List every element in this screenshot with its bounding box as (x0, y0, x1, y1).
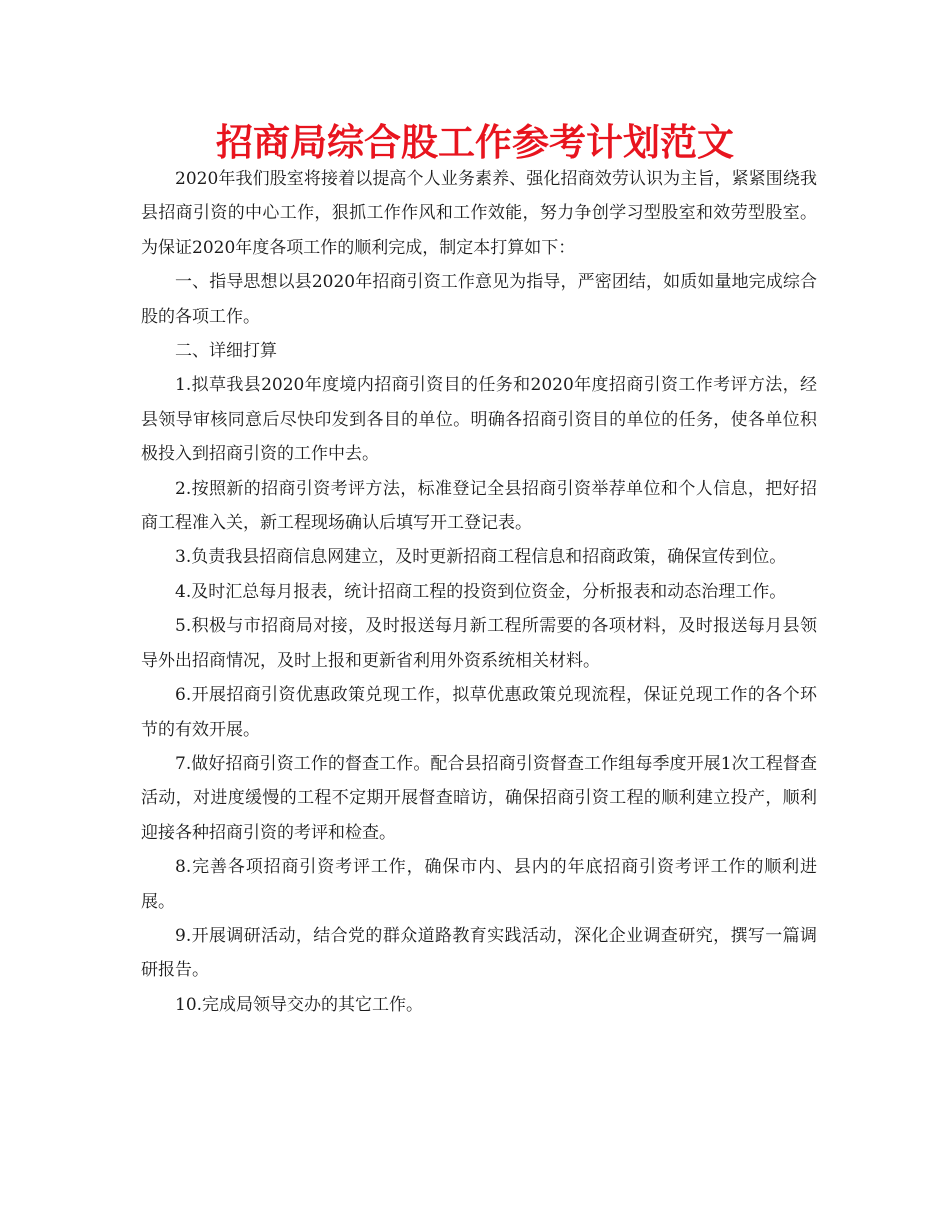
plan-item-7: 7.做好招商引资工作的督查工作。配合县招商引资督查工作组每季度开展1次工程督查活动，对进度缓慢的工程不定期开展督查暗访，确保招商引资工程的顺利建立投产，顺利迎接各种招商引资的考评和检查。 (141, 753, 817, 843)
plan-item-10: 10.完成局领导交办的其它工作。 (175, 994, 424, 1015)
plan-item-2: 2.按照新的招商引资考评方法，标准登记全县招商引资举荐单位和个人信息，把好招商工程准入关，新工程现场确认后填写开工登记表。 (141, 478, 817, 534)
paragraph-intro: 2020年我们股室将接着以提高个人业务素养、强化招商效劳认识为主旨，紧紧围绕我县招商引资的中心工作，狠抓工作作风和工作效能，努力争创学习型股室和效劳型股室。为保证2020年度各项工作的顺利完成，制定本打算如下： (141, 169, 817, 258)
plan-item-4: 4.及时汇总每月报表，统计招商工程的投资到位资金，分析报表和动态治理工作。 (175, 581, 787, 602)
paragraph-guiding-idea: 一、指导思想以县2020年招商引资工作意见为指导，严密团结，如质如量地完成综合股的各项工作。 (141, 272, 817, 327)
document-body (141, 162, 817, 1022)
plan-item-3: 3.负责我县招商信息网建立，及时更新招商工程信息和招商政策，确保宣传到位。 (175, 547, 787, 568)
plan-item-1: 1.拟草我县2020年度境内招商引资目的任务和2020年度招商引资工作考评方法，经县领导审核同意后尽快印发到各目的单位。明确各招商引资目的单位的任务，使各单位积极投入到招商引资的工作中去。 (141, 375, 817, 465)
plan-item-5: 5.积极与市招商局对接，及时报送每月新工程所需要的各项材料，及时报送每月县领导外出招商情况，及时上报和更新省利用外资系统相关材料。 (141, 616, 817, 671)
plan-item-6: 6.开展招商引资优惠政策兑现工作，拟草优惠政策兑现流程，保证兑现工作的各个环节的有效开展。 (141, 685, 817, 740)
document-title: 招商局综合股工作参考计划范文 (216, 121, 734, 164)
plan-item-8: 8.完善各项招商引资考评工作，确保市内、县内的年底招商引资考评工作的顺利进展。 (141, 857, 817, 912)
plan-item-9: 9.开展调研活动，结合党的群众道路教育实践活动，深化企业调查研究，撰写一篇调研报告。 (141, 925, 817, 981)
section-heading-detailed-plan: 二、详细打算 (175, 341, 277, 362)
